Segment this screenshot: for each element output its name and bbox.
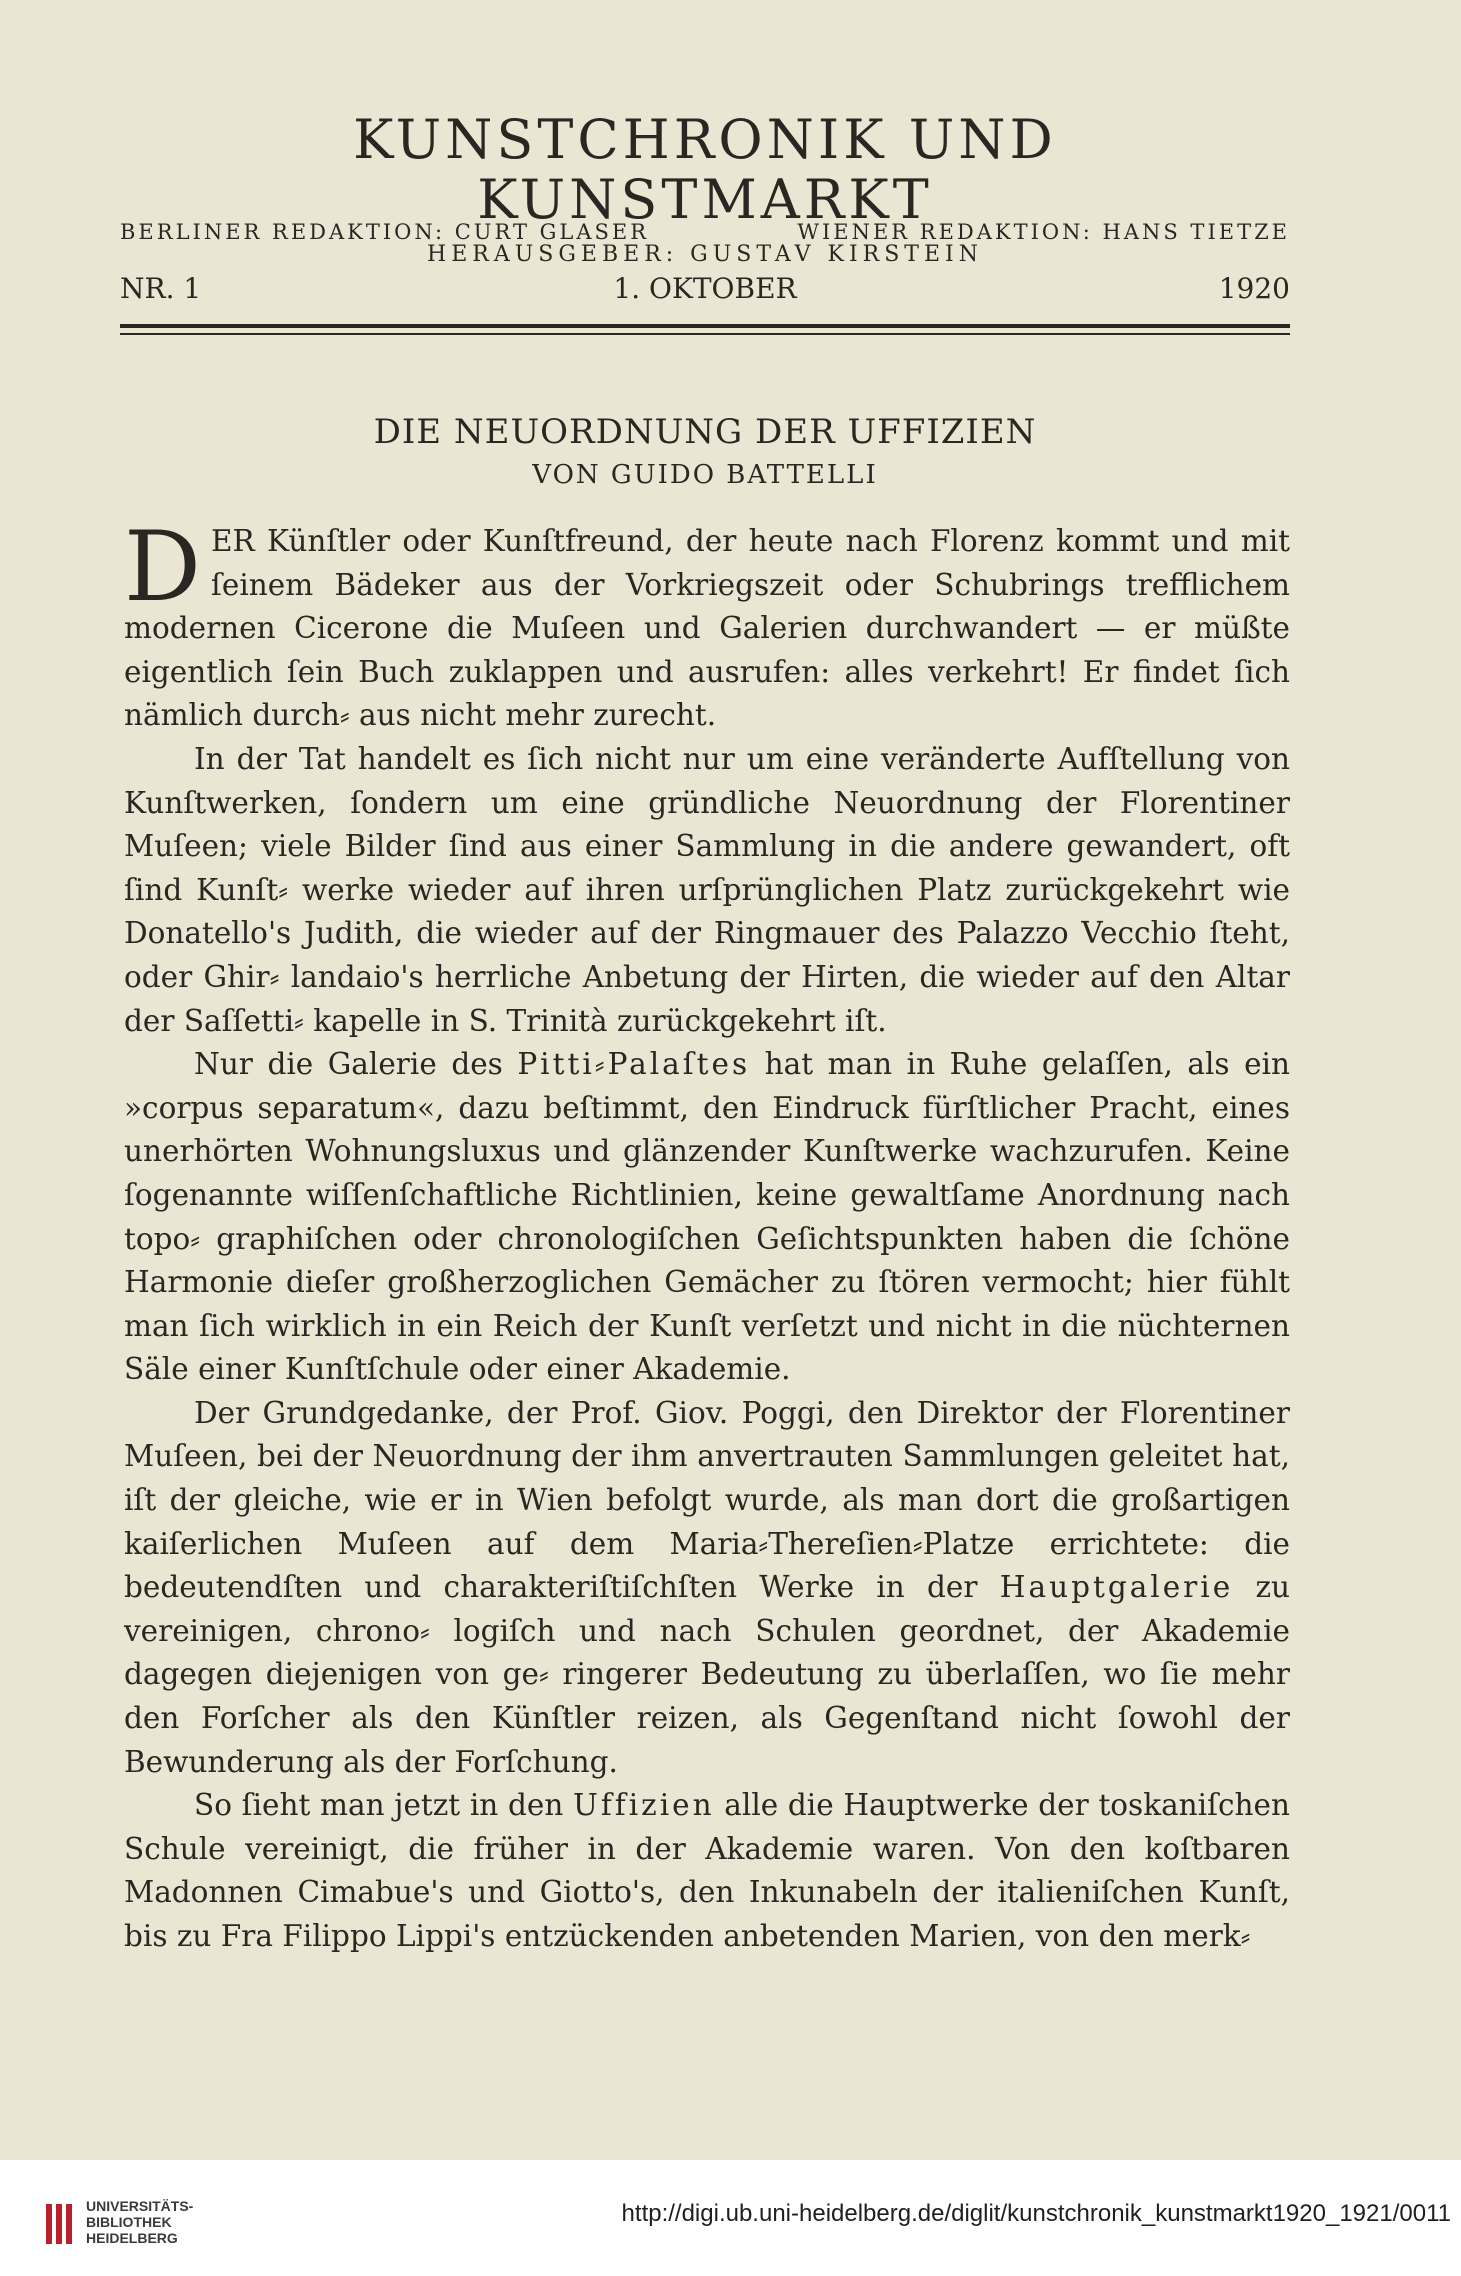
paragraph-4-text-b: zu vereinigen, chrono⸗ logiſch und nach Schulen geordnet, der Akademie dagegen diejenigen von ge⸗ ringerer Bedeutung zu überlaſſen, wo ſie mehr den Forſcher als den Künſtler reizen, als Gegenſtand nicht ſowohl der Bewunderung als der Forſchung.: [124, 1570, 1291, 1779]
paragraph-4: [124, 1392, 1290, 1784]
library-name: [86, 2198, 193, 2246]
article-body: [124, 511, 1291, 1959]
berlin-redaction: BERLINER REDAKTION: CURT GLASER: [120, 220, 650, 244]
drop-cap: D: [124, 511, 201, 623]
paragraph-3-emphasis: Pitti⸗Palaſtes: [517, 1047, 751, 1082]
journal-title: KUNSTCHRONIK UND KUNSTMARKT: [353, 108, 1057, 231]
paragraph-1: [124, 511, 1290, 738]
library-line-3: HEIDELBERG: [86, 2230, 178, 2246]
paragraph-3: [124, 1043, 1290, 1392]
issue-line: [120, 272, 1290, 308]
vienna-redaction: WIENER REDAKTION: HANS TIETZE: [797, 220, 1290, 244]
library-line-2: BIBLIOTHEK: [86, 2214, 172, 2230]
article-title: DIE NEUORDNUNG DER UFFIZIEN: [373, 412, 1037, 452]
paragraph-4-emphasis: Hauptgalerie: [999, 1570, 1234, 1605]
masthead-rule-thin: [120, 333, 1290, 335]
viewer-footer: [0, 2160, 1461, 2276]
editor-line: HERAUSGEBER: GUSTAV KIRSTEIN: [427, 242, 983, 267]
paragraph-5-text-b: alle die Hauptwerke der toskaniſchen Schule vereinigt, die früher in der Akademie waren. Von den koſtbaren Madonnen Cimabue's und Giotto's, den Inkunabeln der italieniſchen Kunſt, bis zu Fra Filippo Lippi's entzückenden anbetenden Marien, von den merk⸗: [124, 1788, 1290, 1953]
paragraph-5-emphasis: Uffizien: [573, 1788, 715, 1823]
library-line-1: UNIVERSITÄTS-: [86, 2198, 194, 2214]
paragraph-3-text-b: hat man in Ruhe gelaſſen, als ein »corpus separatum«, dazu beſtimmt, den Eindruck fürſtlicher Pracht, eines unerhörten Wohnungsluxus und glänzender Kunſtwerke wachzurufen. Keine ſogenannte wiſſenſchaftliche Richtlinien, keine gewaltſame Anordnung nach topo⸗ graphiſchen oder chronologiſchen Geſichtspunkten haben die ſchöne Harmonie dieſer großherzoglichen Gemächer zu ſtören vermocht; hier fühlt man ſich wirklich in ein Reich der Kunſt verſetzt und nicht in die nüchternen Säle einer Kunſtſchule oder einer Akademie.: [124, 1047, 1290, 1387]
paragraph-5-text-a: So ſieht man jetzt in den: [194, 1788, 574, 1823]
issue-year: 1920: [1218, 272, 1290, 305]
masthead: [120, 108, 1290, 305]
paragraph-1-text: ER Künſtler oder Kunſtfreund, der heute nach Florenz kommt und mit ſeinem Bädeker aus der Vorkriegszeit oder Schubrings trefflichem modernen Cicerone die Muſeen und Galerien durchwandert — er müßte eigentlich ſein Buch zuklappen und ausrufen: alles verkehrt! Er findet ſich nämlich durch⸗ aus nicht mehr zurecht.: [124, 524, 1290, 733]
paragraph-5: [124, 1784, 1290, 1958]
issue-number: NR. 1: [120, 272, 202, 305]
paragraph-3-text-a: Nur die Galerie des: [194, 1047, 518, 1082]
university-logo-icon: [44, 2202, 74, 2246]
article-author: VON GUIDO BATTELLI: [532, 460, 878, 490]
issue-date: 1. OKTOBER: [613, 272, 797, 305]
paragraph-4-text-a: Der Grundgedanke, der Prof. Giov. Poggi, den Direktor der Florentiner Muſeen, bei der Neuordnung der ihm anvertrauten Sammlungen geleitet hat, iſt der gleiche, wie er in Wien befolgt wurde, als man dort die großartigen kaiſerlichen Muſeen auf dem Maria⸗Thereſien⸗Platze errichtete: die bedeutendſten und charakteriſtiſchſten Werke in der: [124, 1395, 1290, 1605]
paragraph-2: In der Tat handelt es ſich nicht nur um eine veränderte Aufſtellung von Kunſtwerken, ſondern um eine gründliche Neuordnung der Florentiner Muſeen; viele Bilder ſind aus einer Sammlung in die andere gewandert, oft ſind Kunſt⸗ werke wieder auf ihren urſprünglichen Platz zurückgekehrt wie Donatello's Judith, die wieder auf der Ringmauer des Palazzo Vecchio ſteht, oder Ghir⸗ landaio's herrliche Anbetung der Hirten, die wieder auf den Altar der Saſſetti⸗ kapelle in S. Trinità zurückgekehrt iſt.: [124, 741, 1290, 1038]
permalink-url[interactable]: http://digi.ub.uni-heidelberg.de/diglit/kunstchronik_kunstmarkt1920_1921/0011: [621, 2200, 1451, 2227]
masthead-rule-thick: [120, 324, 1290, 328]
